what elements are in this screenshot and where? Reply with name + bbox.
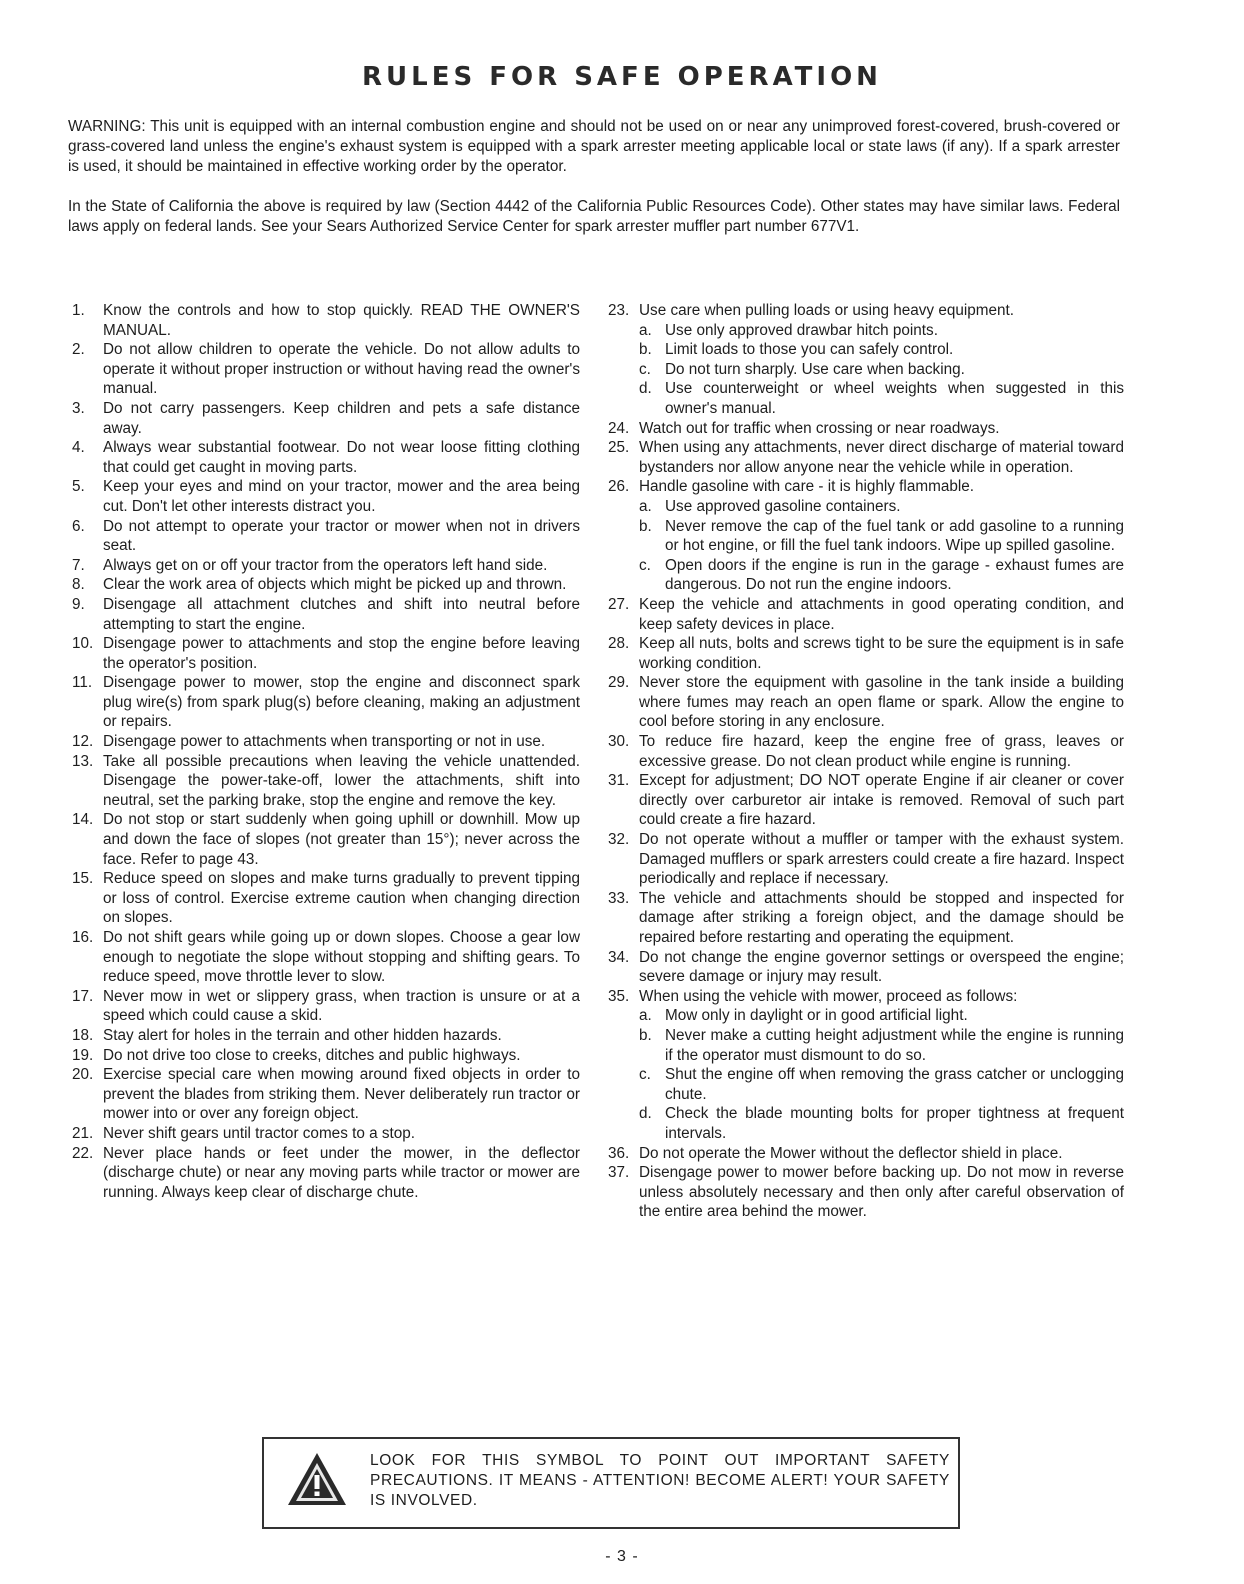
rule-text: Never mow in wet or slippery grass, when traction is unsure or at a speed which could cause a skid. xyxy=(103,987,580,1025)
rule-subitem xyxy=(639,360,1124,380)
rule-number: 32. xyxy=(608,831,630,849)
rule-item xyxy=(72,1046,580,1066)
rule-text: Do not attempt to operate your tractor or mower when not in drivers seat. xyxy=(103,517,580,555)
rule-subitem xyxy=(639,1026,1124,1065)
rule-text: Disengage power to mower, stop the engine and disconnect spark plug wire(s) from spark plug(s) before cleaning, making an adjustment or repairs. xyxy=(103,674,580,731)
rule-item xyxy=(72,399,580,438)
rule-text: Do not stop or start suddenly when going uphill or downhill. Mow up and down the face of slopes (not greater than 15°); never across the face. Refer to page 43. xyxy=(103,811,580,868)
rule-text: Take all possible precautions when leaving the vehicle unattended. Disengage the power-take-off, lower the attachments, shift into neutral, set the parking brake, stop the engine and remove the key. xyxy=(103,752,580,809)
rule-text: Do not shift gears while going up or down slopes. Choose a gear low enough to negotiate the slope without stopping and shifting gears. To reduce speed, move throttle lever to slow. xyxy=(103,929,580,986)
rule-text: Do not allow children to operate the vehicle. Do not allow adults to operate it without proper instruction or without having read the owner's manual. xyxy=(103,341,580,398)
rule-number: 19. xyxy=(72,1046,94,1064)
rule-text: Exercise special care when mowing around fixed objects in order to prevent the blades from striking them. Never deliberately run tractor or mower into or over any foreign object. xyxy=(103,1066,580,1123)
rule-item xyxy=(608,634,1124,673)
rule-item xyxy=(608,948,1124,987)
rule-number: 10. xyxy=(72,635,94,653)
rule-number: 3. xyxy=(72,399,85,417)
rule-text: Disengage power to attachments when transporting or not in use. xyxy=(103,733,546,751)
rule-text: To reduce fire hazard, keep the engine free of grass, leaves or excessive grease. Do not clean product while engine is running. xyxy=(639,733,1124,770)
rule-subitem xyxy=(639,340,1124,360)
subitem-letter: b. xyxy=(639,341,652,359)
rule-number: 22. xyxy=(72,1144,94,1162)
rule-item xyxy=(72,634,580,673)
subitem-letter: a. xyxy=(639,1007,652,1025)
rule-text: Do not drive too close to creeks, ditches and public highways. xyxy=(103,1046,521,1064)
rule-text: Keep all nuts, bolts and screws tight to be sure the equipment is in safe working condition. xyxy=(639,635,1124,672)
rule-item xyxy=(72,301,580,340)
rule-item xyxy=(608,595,1124,634)
rule-text: Always get on or off your tractor from the operators left hand side. xyxy=(103,556,548,574)
rule-number: 31. xyxy=(608,772,630,790)
rule-number: 25. xyxy=(608,439,630,457)
rule-number: 20. xyxy=(72,1066,94,1084)
subitem-letter: c. xyxy=(639,1066,651,1084)
rule-number: 1. xyxy=(72,302,85,319)
rule-item xyxy=(608,889,1124,948)
subitem-letter: d. xyxy=(639,380,652,398)
subitem-text: Use approved gasoline containers. xyxy=(665,497,901,515)
rule-item xyxy=(72,477,580,516)
rule-number: 14. xyxy=(72,811,94,829)
rule-item xyxy=(72,438,580,477)
subitem-letter: d. xyxy=(639,1105,652,1123)
rule-subitem xyxy=(639,556,1124,595)
rule-item xyxy=(608,1144,1124,1164)
rule-subitem xyxy=(639,1104,1124,1143)
rule-text: Do not carry passengers. Keep children and pets a safe distance away. xyxy=(103,399,580,437)
rule-number: 30. xyxy=(608,733,630,751)
rule-number: 2. xyxy=(72,341,85,359)
rule-item xyxy=(608,301,1124,321)
subitem-letter: a. xyxy=(639,497,652,515)
subitem-text: Mow only in daylight or in good artificial light. xyxy=(665,1007,968,1025)
rule-item xyxy=(72,928,580,987)
rule-text: Use care when pulling loads or using heavy equipment. xyxy=(639,302,1014,319)
rule-number: 27. xyxy=(608,595,630,613)
rules-right-column xyxy=(608,301,1124,1222)
rule-text: Handle gasoline with care - it is highly flammable. xyxy=(639,478,974,496)
rule-number: 8. xyxy=(72,576,85,594)
rule-number: 9. xyxy=(72,595,85,613)
rule-text: Watch out for traffic when crossing or near roadways. xyxy=(639,419,1000,437)
rule-item xyxy=(72,810,580,869)
rule-item xyxy=(72,1026,580,1046)
rule-text: Keep your eyes and mind on your tractor, mower and the area being cut. Don't let other interests distract you. xyxy=(103,478,580,515)
warning-paragraph: WARNING: This unit is equipped with an internal combustion engine and should not be used on or near any unimproved forest-covered, brush-covered or grass-covered land unless the engine's exhaust system is equipped with a spark arrester meeting applicable local or state laws (if any). If a spark arrester is used, it should be maintained in effective working order by the operator. xyxy=(68,118,1120,175)
rule-number: 33. xyxy=(608,889,630,907)
rule-text: Keep the vehicle and attachments in good operating condition, and keep safety devices in place. xyxy=(639,595,1124,633)
subitem-text: Use only approved drawbar hitch points. xyxy=(665,321,938,339)
rule-text: Stay alert for holes in the terrain and other hidden hazards. xyxy=(103,1026,502,1044)
rule-number: 36. xyxy=(608,1144,630,1162)
rule-subitem xyxy=(639,517,1124,556)
rule-text: Do not operate without a muffler or tamper with the exhaust system. Damaged mufflers or spark arresters could create a fire hazard. Inspect periodically and replace if necessary. xyxy=(639,831,1124,888)
rule-item xyxy=(72,732,580,752)
rule-item xyxy=(608,830,1124,889)
rule-number: 5. xyxy=(72,478,85,496)
safety-symbol-notice xyxy=(262,1437,960,1529)
rule-item xyxy=(72,673,580,732)
rule-item xyxy=(608,732,1124,771)
subitem-letter: c. xyxy=(639,556,651,574)
rule-number: 13. xyxy=(72,752,94,770)
rules-left-column xyxy=(72,301,580,1202)
california-paragraph: In the State of California the above is required by law (Section 4442 of the California Public Resources Code). Other states may have similar laws. Federal laws apply on federal lands. See your Sears Authorized Service Center for spark arrester muffler part number 677V1. xyxy=(68,198,1120,235)
rule-item xyxy=(72,987,580,1026)
rule-number: 21. xyxy=(72,1124,94,1142)
notice-text: LOOK FOR THIS SYMBOL TO POINT OUT IMPORTANT SAFETY PRECAUTIONS. IT MEANS - ATTENTION! BECOME ALERT! YOUR SAFETY IS INVOLVED. xyxy=(370,1452,950,1509)
warning-triangle-icon xyxy=(286,1451,348,1507)
rule-number: 7. xyxy=(72,556,85,574)
subitem-text: Shut the engine off when removing the grass catcher or unclogging chute. xyxy=(665,1066,1124,1103)
subitem-letter: b. xyxy=(639,1026,652,1044)
rule-text: Know the controls and how to stop quickly. READ THE OWNER'S MANUAL. xyxy=(103,302,580,339)
rule-text: Clear the work area of objects which might be picked up and thrown. xyxy=(103,576,567,594)
rule-number: 26. xyxy=(608,478,630,496)
rule-text: Never shift gears until tractor comes to a stop. xyxy=(103,1124,416,1142)
rule-number: 17. xyxy=(72,987,94,1005)
rule-subitem xyxy=(639,321,1124,341)
rule-item xyxy=(72,517,580,556)
rule-item xyxy=(608,419,1124,439)
rule-number: 16. xyxy=(72,929,94,946)
rule-number: 4. xyxy=(72,439,85,457)
subitem-text: Use counterweight or wheel weights when suggested in this owner's manual. xyxy=(665,380,1124,417)
rule-item xyxy=(72,752,580,811)
rule-item xyxy=(608,673,1124,732)
rule-text: Never place hands or feet under the mower, in the deflector (discharge chute) or near any moving parts while tractor or mower are running. Always keep clear of discharge chute. xyxy=(103,1144,580,1201)
rule-number: 35. xyxy=(608,987,630,1005)
rule-text: Always wear substantial footwear. Do not wear loose fitting clothing that could get caught in moving parts. xyxy=(103,439,580,476)
rule-item xyxy=(72,1065,580,1124)
rule-subitem xyxy=(639,1006,1124,1026)
rule-text: Reduce speed on slopes and make turns gradually to prevent tipping or loss of control. Exercise extreme caution when changing direction on slopes. xyxy=(103,870,580,927)
rule-number: 15. xyxy=(72,870,94,888)
rule-text: When using the vehicle with mower, proceed as follows: xyxy=(639,987,1018,1005)
rule-number: 24. xyxy=(608,419,630,437)
rule-text: When using any attachments, never direct discharge of material toward bystanders nor allow anyone near the vehicle while in operation. xyxy=(639,439,1124,476)
rule-item xyxy=(72,1124,580,1144)
rule-item xyxy=(608,771,1124,830)
subitem-text: Open doors if the engine is run in the garage - exhaust fumes are dangerous. Do not run the engine indoors. xyxy=(665,556,1124,594)
rule-item xyxy=(72,595,580,634)
subitem-text: Do not turn sharply. Use care when backing. xyxy=(665,360,965,378)
rule-text: The vehicle and attachments should be stopped and inspected for damage after striking a foreign object, and the damage should be repaired before restarting and operating the equipment. xyxy=(639,889,1124,946)
rule-number: 29. xyxy=(608,674,630,692)
rule-subitem xyxy=(639,379,1124,418)
rule-number: 6. xyxy=(72,517,85,535)
rule-number: 34. xyxy=(608,948,630,966)
subitem-letter: b. xyxy=(639,517,652,535)
rule-text: Except for adjustment; DO NOT operate Engine if air cleaner or cover directly over carburetor air intake is removed. Removal of such part could create a fire hazard. xyxy=(639,772,1124,829)
rule-number: 11. xyxy=(72,674,93,692)
rule-text: Never store the equipment with gasoline in the tank inside a building where fumes may reach an open flame or spark. Allow the engine to cool before storing in any enclosure. xyxy=(639,674,1124,731)
rule-item xyxy=(72,869,580,928)
page-title: RULES FOR SAFE OPERATION xyxy=(362,62,882,92)
subitem-text: Limit loads to those you can safely control. xyxy=(665,341,954,359)
rule-item xyxy=(72,1144,580,1203)
rule-number: 28. xyxy=(608,635,630,653)
rule-text: Disengage all attachment clutches and shift into neutral before attempting to start the engine. xyxy=(103,595,580,633)
rule-subitem xyxy=(639,497,1124,517)
page-number: - 3 - xyxy=(605,1548,639,1565)
subitem-letter: c. xyxy=(639,360,651,378)
rule-text: Do not operate the Mower without the deflector shield in place. xyxy=(639,1144,1063,1162)
rule-item xyxy=(72,575,580,595)
rule-number: 37. xyxy=(608,1164,630,1182)
rule-number: 23. xyxy=(608,302,630,319)
rule-number: 12. xyxy=(72,733,94,751)
rule-item xyxy=(72,340,580,399)
rule-text: Disengage power to mower before backing up. Do not mow in reverse unless absolutely necessary and then only after careful observation of the entire area behind the mower. xyxy=(639,1164,1124,1221)
subitem-text: Never remove the cap of the fuel tank or add gasoline to a running or hot engine, or fill the fuel tank indoors. Wipe up spilled gasoline. xyxy=(665,517,1124,555)
rule-item xyxy=(608,477,1124,497)
rule-subitem xyxy=(639,1065,1124,1104)
subitem-text: Never make a cutting height adjustment while the engine is running if the operator must dismount to do so. xyxy=(665,1026,1124,1064)
rule-text: Do not change the engine governor settings or overspeed the engine; severe damage or injury may result. xyxy=(639,948,1124,986)
rule-item xyxy=(72,556,580,576)
rule-item xyxy=(608,438,1124,477)
rule-number: 18. xyxy=(72,1026,94,1044)
rule-item xyxy=(608,1163,1124,1222)
subitem-text: Check the blade mounting bolts for proper tightness at frequent intervals. xyxy=(665,1105,1124,1142)
subitem-letter: a. xyxy=(639,321,652,339)
rule-text: Disengage power to attachments and stop the engine before leaving the operator's position. xyxy=(103,635,580,672)
rule-item xyxy=(608,987,1124,1007)
